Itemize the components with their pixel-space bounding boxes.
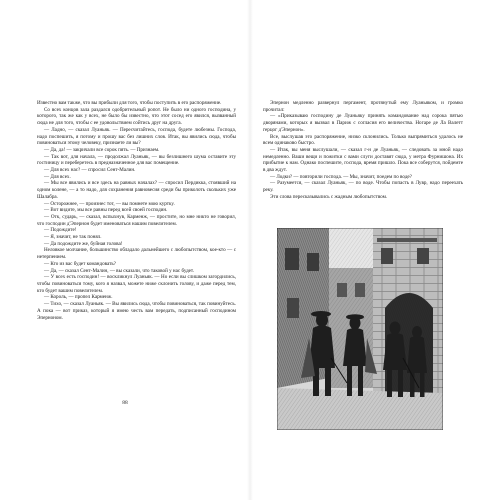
paragraph: — Разумеется, — сказал Луаньяк, — по воде. Чтобы попасть в Лувр, надо переехать реку. bbox=[263, 180, 463, 194]
page-number: 88 bbox=[122, 400, 128, 406]
engraving-drawing bbox=[277, 228, 443, 430]
left-page-text bbox=[37, 100, 236, 321]
paragraph: — Король, — пропел Карменж. bbox=[44, 294, 113, 301]
paragraph: — Ладно, — сказал Луаньяк. — Пересчитайтесь, господа, будете любезны. Господа, надо поспешить, я потому и прошу вас без лишних слов. Итак, вы явились сюда, чтобы повиноваться этому человеку, признаете ли вы? bbox=[37, 126, 236, 147]
paragraph: — Да, да! — закричали все сорок пять. — Признаем. bbox=[44, 146, 160, 153]
paragraph: — Итак, вы меня выслушали, — сказал г-н де Луаньяк, — следовать за мной надо немедленно. Ваши вещи и пожитки с вами слуги доставят сюда, у метра Фурнишона. Их прибытие к нам. Однако поспешите, господа, время пришло. Пока все соберутся, пойдемте в два ждут. bbox=[263, 146, 463, 174]
paragraph: Со всех концов зала раздался одобрительный ропот. Не было ни одного господина, у которого, так же как у всех, не было бы известно, что этот сосед его явился, вызванный сюда не для того, чтобы с ее удовольствием сойтись друг на друга. bbox=[37, 106, 236, 127]
engraving-illustration bbox=[277, 228, 443, 430]
paragraph: — Для всех нас? — спросил Сент-Малин. bbox=[44, 167, 136, 174]
paragraph: — Я, значит, не так понял. bbox=[44, 234, 102, 241]
paragraph: Все, выслушав это распоряжение, низко склонились. Только выпрямиться удалось не всем одинаково быстро. bbox=[263, 133, 463, 147]
paragraph: Эти слова пересказывались с жадным любопытством. bbox=[270, 193, 388, 200]
paragraph: Известно вам также, что вы прибыли для того, чтобы поступить в его распоряжение. bbox=[37, 100, 222, 106]
paragraph: — Для всех. bbox=[44, 173, 71, 180]
paragraph: — Отк, сударь, — сказал, вспыхнув, Карменж, — простите, но мне никто не говорил, что господин д'Эпернон будет именоваться нашим повелителем. bbox=[37, 213, 236, 227]
paragraph: — Подождите! bbox=[44, 227, 77, 234]
paragraph: — Лодки? — повторили господа. — Мы, значит, поедем по воде? bbox=[270, 173, 412, 180]
paragraph: — У всех есть господин! — воскликнул Луаньяк. — Но если вы слишком загордились, чтобы повиноваться тому, кого я назвал, можете ниже склонить голову, и даже перед тем, кто будет вашим повелителем. bbox=[37, 274, 236, 294]
paragraph: — Тихо, — сказал Луаньяк. — Вы явились сюда, чтобы повиноваться, так повинуйтесь. А пока — вот приказ, который я имею честь вам передать, подписанный господином Эперноном. bbox=[37, 301, 236, 321]
paragraph: Неловкое молчание, большинство обладало дальнейшего с любопытством, кое-кто — с нетерпением. bbox=[37, 247, 236, 261]
paragraph: — Мы все явились и все здесь на равных началах? — спросил Пердикка, стоявший на одном колене, — а то надо, для сохранения равновесия среди бы приколоть скольких уже Шалабра. bbox=[37, 180, 236, 200]
right-page-text bbox=[263, 100, 463, 201]
paragraph: — «Приказываю господину де Луаньяку принять командование над сорока пятью дворянами, которых я вызвал в Париж с согласия его величества. Ногаре де Ла Валетт герцог д'Эпернон». bbox=[263, 113, 463, 133]
paragraph: Эпернон медленно развернул пергамент, протянутый ему Луаньяком, и громко прочитал: bbox=[263, 100, 463, 113]
paragraph: — Кто из вас будет командовать? bbox=[44, 260, 116, 267]
paragraph: — Да, — сказал Сент-Малин, — вы сказали, что таковой у нас будет. bbox=[44, 267, 195, 274]
paragraph: — Так вот, для начала, — продолжал Луаньяк, — вы безлишнего шума оставите эту гостиницу и переберетесь в предназначенное для вас помещение. bbox=[37, 153, 236, 167]
paragraph: — Вот видите, мы все равны перед всей своей господин. bbox=[44, 207, 168, 214]
paragraph: — Да подождите же, буйная голова! bbox=[44, 240, 123, 247]
paragraph: — Осторожнее, — произнес тот, — вы помнете мою куртку. bbox=[44, 200, 175, 207]
